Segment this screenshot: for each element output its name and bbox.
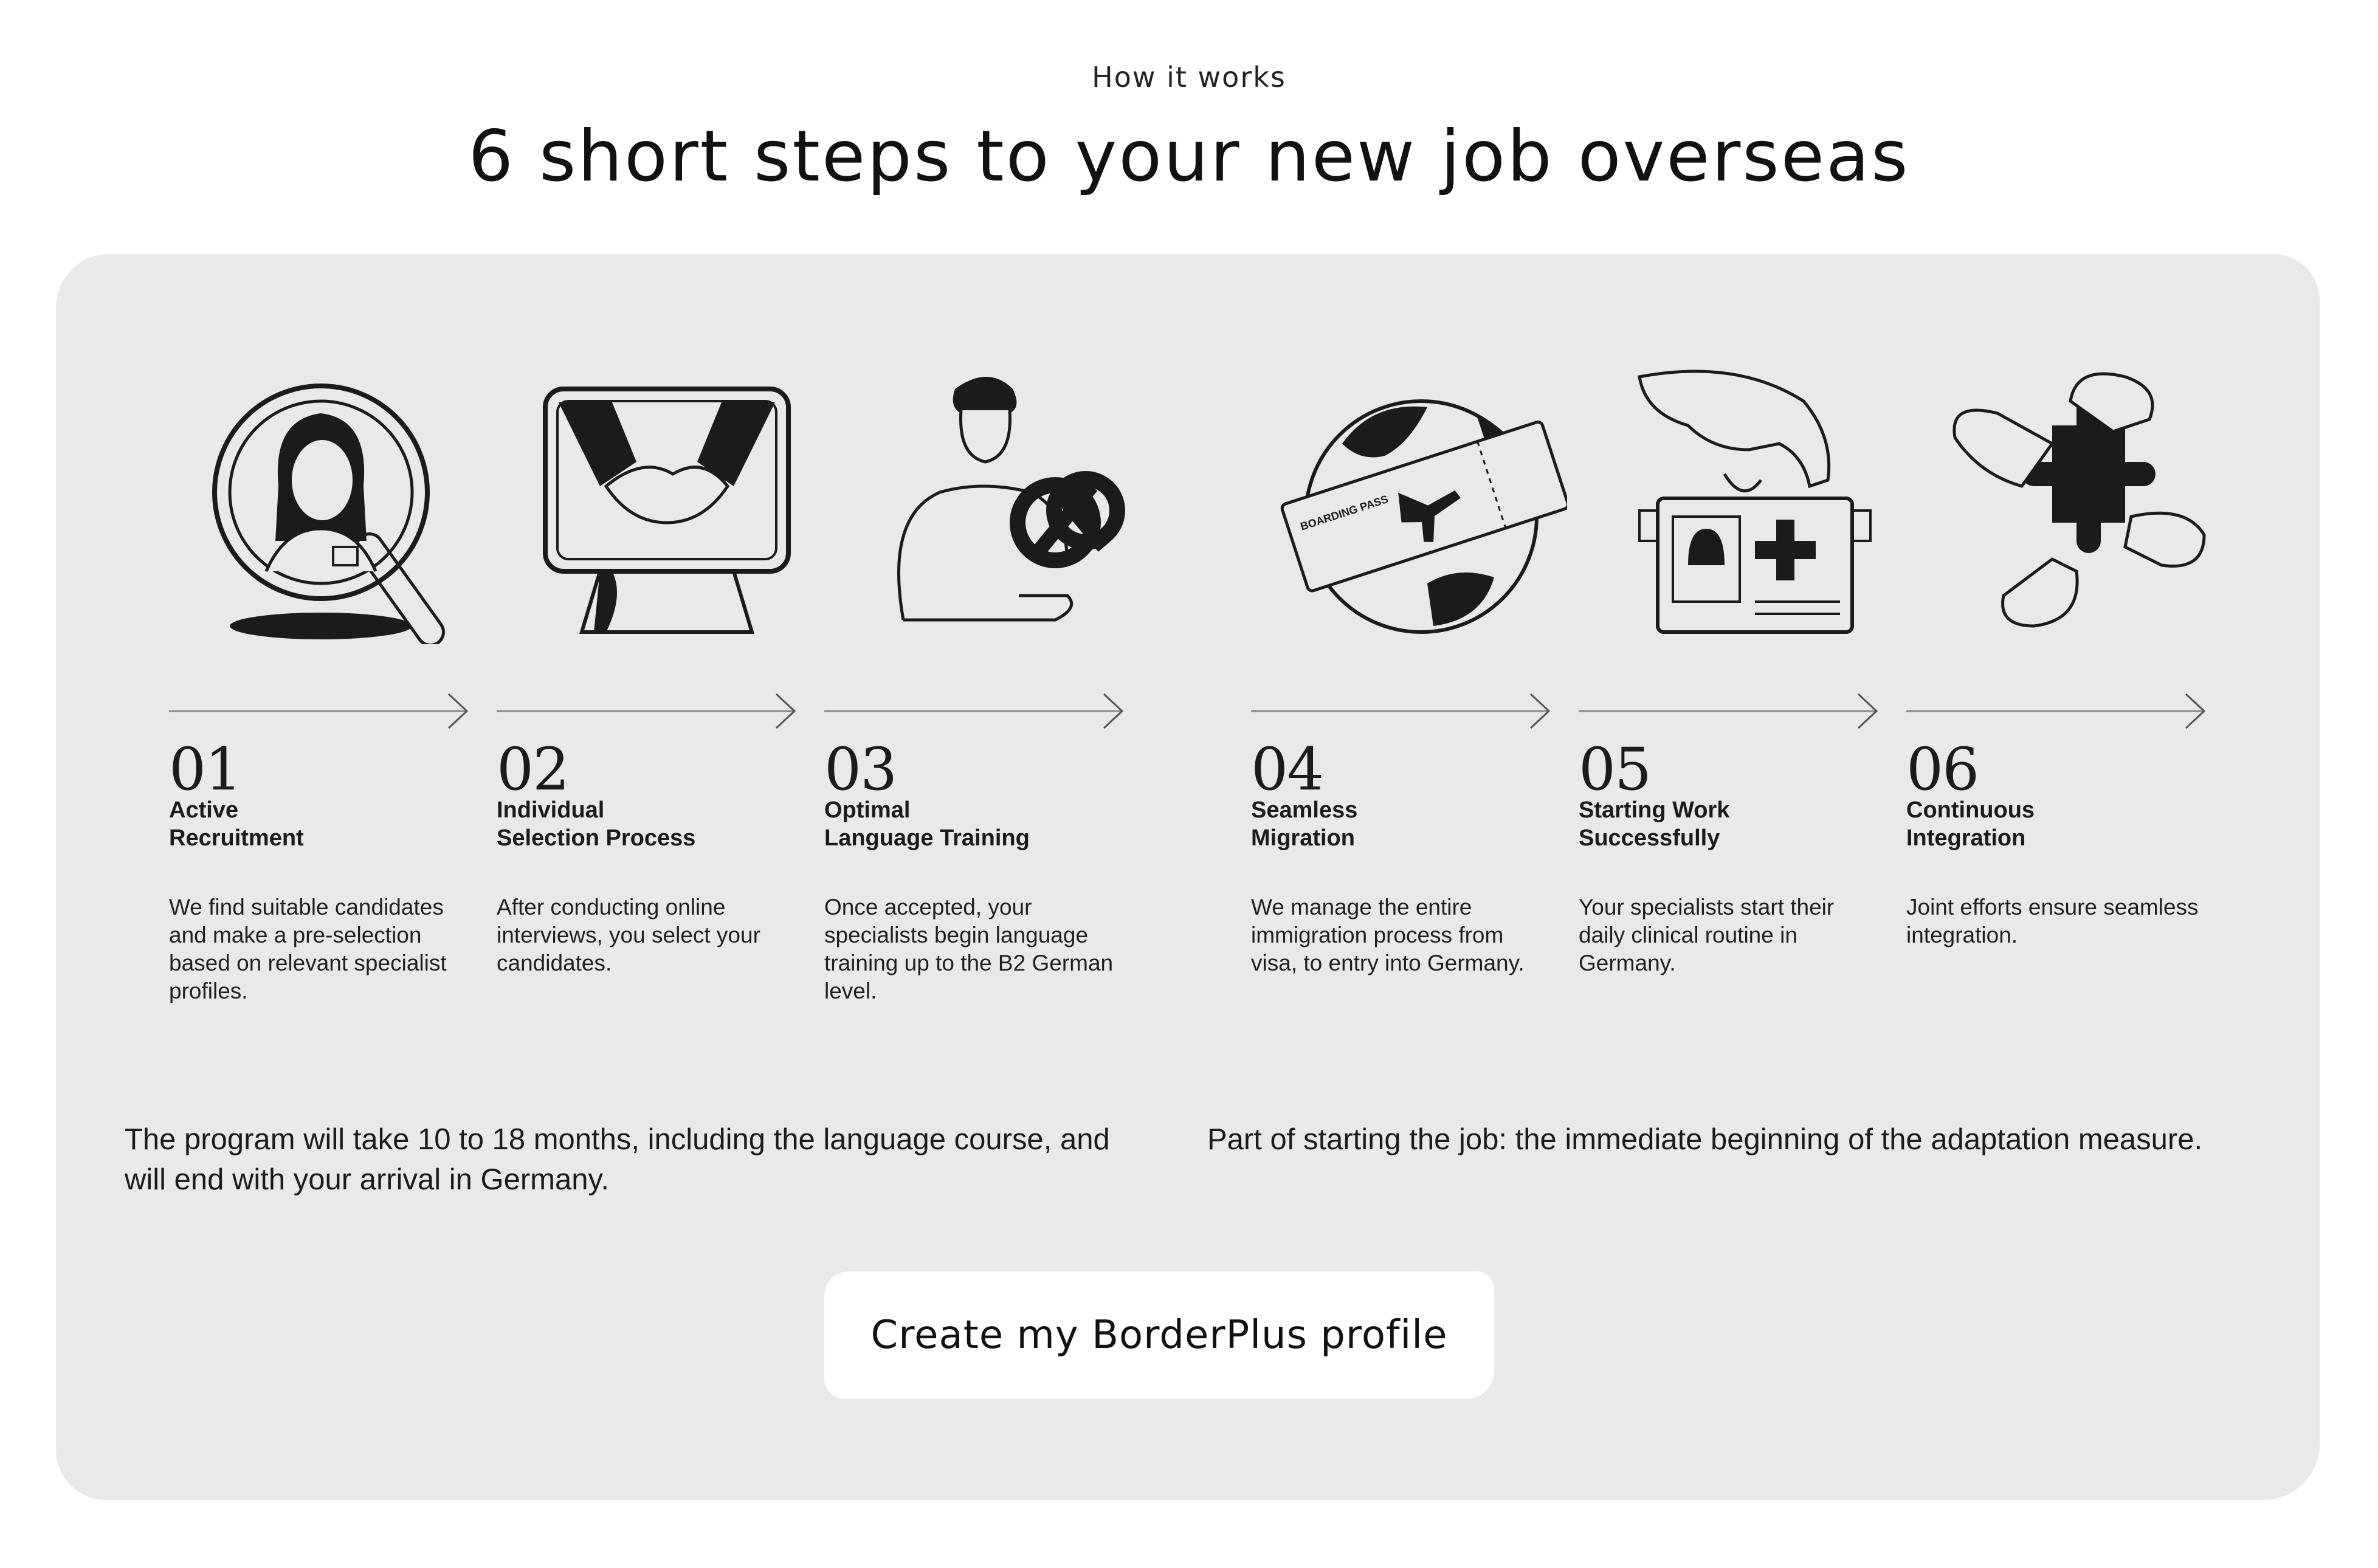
step-arrow-icon xyxy=(169,693,473,729)
ticket-label: BOARDING PASS xyxy=(1298,493,1390,533)
step-description: Once accepted, your specialists begin language training up to the B2 German level. xyxy=(824,895,1114,1003)
step-number: 06 xyxy=(1906,735,1979,803)
step-arrow-icon xyxy=(1251,693,1555,729)
monitor-handshake-icon xyxy=(521,365,813,644)
step-description: We manage the entire immigration process from visa, to entry into Germany. xyxy=(1251,895,1525,975)
section-headline: 6 short steps to your new job overseas xyxy=(468,115,1910,198)
adaptation-note: Part of starting the job: the immediate beginning of the adaptation measure. xyxy=(1207,1123,2203,1156)
step-title: Seamless Migration xyxy=(1251,797,1358,851)
step-number: 04 xyxy=(1251,735,1323,803)
step-description: After conducting online interviews, you select your candidates. xyxy=(497,895,760,975)
step-number: 03 xyxy=(824,735,897,803)
step-description: Joint efforts ensure seamless integration. xyxy=(1906,895,2199,947)
magnifier-candidate-icon xyxy=(193,365,485,644)
step-title: Continuous Integration xyxy=(1906,797,2035,851)
step-arrow-icon xyxy=(497,693,801,729)
step-number: 01 xyxy=(169,735,241,803)
globe-boarding-pass-icon xyxy=(1275,365,1567,644)
step-arrow-icon xyxy=(1906,693,2210,729)
step-arrow-icon xyxy=(1579,693,1883,729)
section-eyebrow: How it works xyxy=(1092,61,1286,94)
step-number: 05 xyxy=(1579,735,1651,803)
step-description: Your specialists start their daily clinical routine in Germany. xyxy=(1579,895,1835,975)
program-duration-note: The program will take 10 to 18 months, including the language course, and will end with your arrival in Germany. xyxy=(125,1123,1110,1196)
step-number: 02 xyxy=(497,735,569,803)
step-title: Starting Work Successfully xyxy=(1579,797,1730,851)
create-profile-button[interactable]: Create my BorderPlus profile xyxy=(824,1271,1494,1399)
step-title: Active Recruitment xyxy=(169,797,304,851)
hands-puzzle-icon xyxy=(1931,365,2222,644)
person-pretzel-icon xyxy=(849,365,1140,644)
step-description: We find suitable candidates and make a pre-selection based on relevant specialist profiles. xyxy=(169,895,447,1003)
step-title: Individual Selection Process xyxy=(497,797,696,851)
step-title: Optimal Language Training xyxy=(824,797,1030,851)
hand-id-badge-icon xyxy=(1603,365,1895,644)
step-arrow-icon xyxy=(824,693,1128,729)
